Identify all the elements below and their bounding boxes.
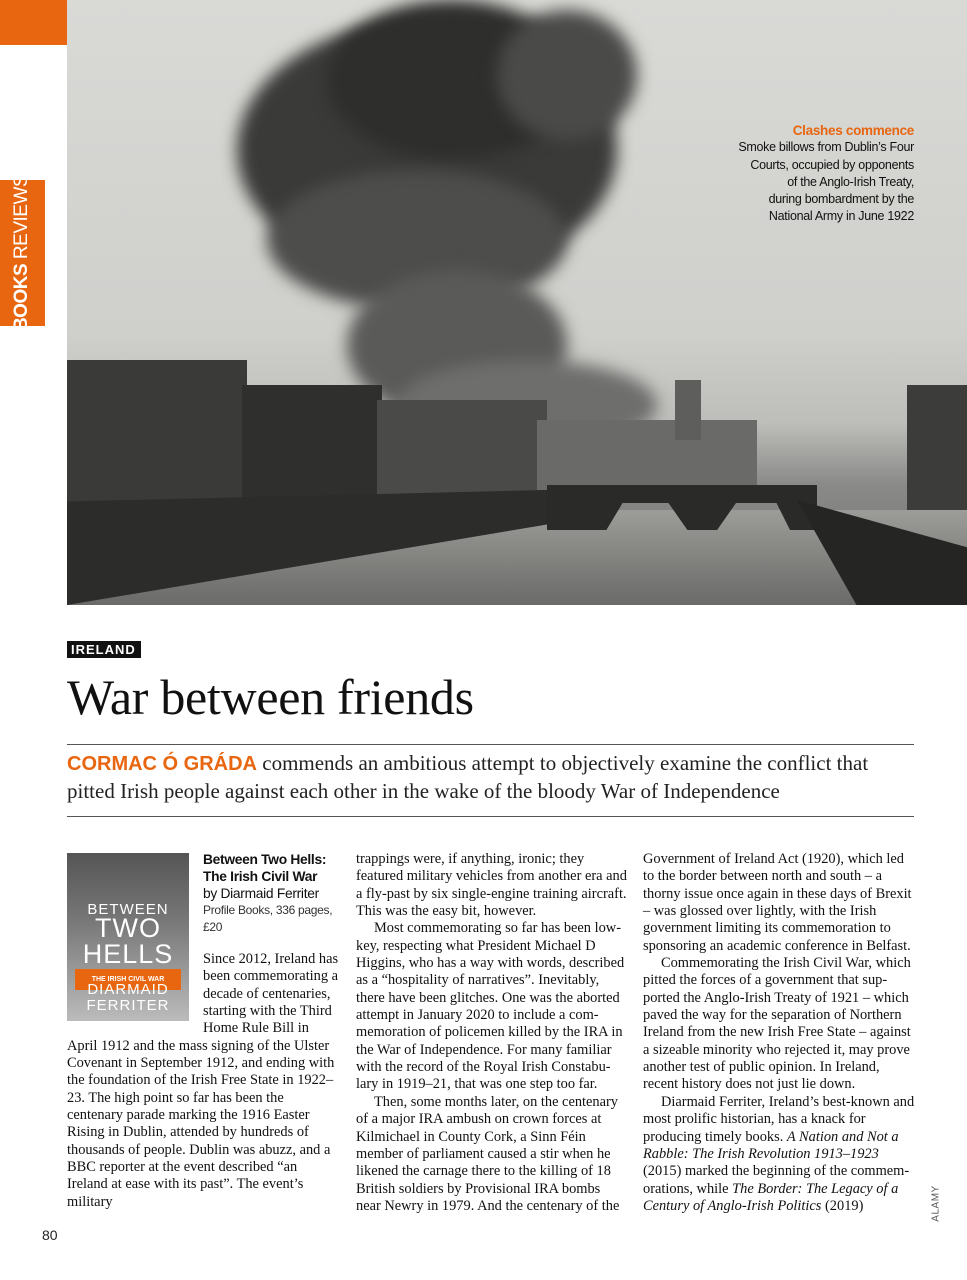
hero-photo bbox=[67, 0, 967, 605]
body-paragraph bbox=[643, 1094, 915, 1215]
standfirst-text: commends an ambitious attempt to objectively examine the conflict that pitted Irish people against each other in the wake of the bloody War of Independence bbox=[67, 751, 869, 803]
body-text: Most commemorating so far has been low-key, respecting what President Michael D Higgins, who has a way with words, described as a “hospitality of narratives”. Inevitably, there have been glitches. One was the aborted attempt in January 2020 to include a commemoration of policemen killed by the IRA in the War of Independence. For many familiar with the record of the Royal Irish Constabulary in 1919–21, that was one step too far. bbox=[356, 920, 625, 1093]
page-number: 80 bbox=[42, 1227, 58, 1243]
body-paragraph bbox=[643, 851, 915, 955]
body-text: Since 2012, Ireland has been commemorating a decade of centenaries, starting with the Third Home Rule Bill in April 1912 and the mass signing of the Ulster Covenant in September 1912, and ending with the foundation of the Irish Free State in 1922–23. The high point so far has been the centenary parade marking the 1916 Easter Rising in Dublin, attended by hundreds of thousands of people. Dublin was abuzz, and a BBC reporter at the event described “an Ireland at ease with its past”. The event’s military bbox=[67, 951, 339, 1210]
body-text: Government of Ireland Act (1920), which led to the border between north and south – a thorny issue once again in these days of Brexit – was glossed over lightly, with the Irish government limiting its commemoration to sponsoring an academic conference in Belfast. bbox=[643, 851, 912, 954]
body-text: Commemorating the Irish Civil War, which pitted the forces of a government that supported the Anglo-Irish Treaty of 1921 – which paved the way for the separation of Northern Ireland from the new Irish Free State – against a sizeable minority who rejected it, may prove another test of public opinion. In Ireland, recent history does not just lie down. bbox=[643, 955, 911, 1093]
cover-text: BETWEEN bbox=[87, 901, 169, 918]
book-cover bbox=[67, 853, 189, 1021]
caption-title: Clashes commence bbox=[792, 123, 914, 138]
book-title: Between Two Hells: bbox=[203, 852, 327, 867]
section-label-light: REVIEWS bbox=[11, 174, 33, 264]
divider bbox=[67, 816, 914, 817]
book-publisher: Profile Books, 336 pages, £20 bbox=[203, 903, 333, 934]
photo-caption bbox=[738, 122, 914, 226]
body-text: Diarmaid Ferriter, Ireland’s best-known and most prolific historian, has a knack for producing timely books. bbox=[643, 1093, 915, 1145]
standfirst bbox=[67, 750, 917, 805]
cover-text: DIARMAID bbox=[87, 981, 169, 998]
caption-line: Courts, occupied by opponents bbox=[750, 157, 914, 172]
section-label bbox=[0, 174, 45, 332]
book-subtitle: The Irish Civil War bbox=[203, 869, 318, 884]
book-author: by Diarmaid Ferriter bbox=[203, 886, 319, 901]
caption-line: during bombardment by the bbox=[768, 192, 914, 207]
body-text: trappings were, if anything, ironic; they featured military vehicles from another era and a fly-past by six single-engine training aircraft. This was the easy bit, however. bbox=[356, 851, 627, 920]
body-paragraph bbox=[356, 1094, 628, 1215]
author-name: CORMAC Ó GRÁDA bbox=[67, 753, 257, 775]
article-column-1 bbox=[67, 851, 339, 1211]
cover-text: HELLS bbox=[82, 939, 174, 969]
body-text: Then, some months later, on the centenary of a major IRA ambush on crown forces at Kilmichael in County Cork, a Sinn Féin member of parliament caused a stir when he likened the carnage there to the killing of 18 British soldiers by Provisional IRA bombs near Newry in 1979. And the centenary of the bbox=[356, 1093, 620, 1214]
cover-author bbox=[67, 982, 189, 1014]
book-title-reference: A Nation and Not a Rabble: The Irish Revolution 1913–1923 bbox=[643, 1128, 899, 1162]
caption-line: Smoke billows from Dublin’s Four bbox=[738, 140, 914, 155]
article-column-3 bbox=[643, 851, 915, 1215]
cover-text: TWO bbox=[95, 913, 161, 943]
cover-band: THE IRISH CIVIL WAR bbox=[75, 969, 181, 990]
body-paragraph bbox=[643, 955, 915, 1094]
cover-text: FERRITER bbox=[86, 997, 170, 1014]
photo-credit: ALAMY bbox=[930, 1185, 942, 1222]
caption-line: National Army in June 1922 bbox=[768, 209, 914, 224]
cover-title bbox=[67, 915, 189, 967]
section-label-bold: BOOKS bbox=[11, 263, 33, 332]
body-text: (2015) marked the beginning of the commemorations, while bbox=[643, 1163, 910, 1197]
article-title: War between friends bbox=[67, 669, 474, 725]
body-text: (2019) bbox=[821, 1197, 864, 1214]
article-column-2 bbox=[356, 851, 628, 1215]
book-title-reference: The Border: The Legacy of a Century of Anglo-Irish Politics bbox=[643, 1180, 899, 1214]
section-color-tab bbox=[0, 0, 67, 45]
divider bbox=[67, 744, 914, 745]
body-paragraph bbox=[356, 851, 628, 920]
body-paragraph bbox=[356, 920, 628, 1093]
caption-line: of the Anglo-Irish Treaty, bbox=[787, 174, 914, 189]
category-kicker: IRELAND bbox=[67, 641, 141, 658]
